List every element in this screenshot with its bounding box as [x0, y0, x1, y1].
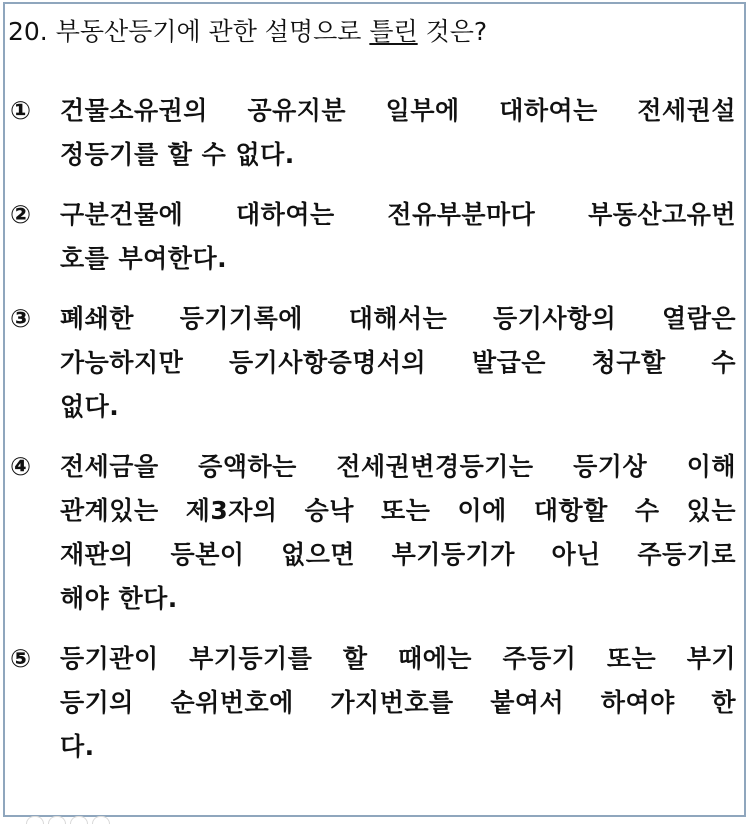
option-line: 해야 한다.	[60, 584, 178, 613]
option-line: 가능하지만 등기사항증명서의 발급은 청구할 수	[60, 348, 736, 377]
option-line: 재판의 등본이 없으면 부기등기가 아닌 주등기로	[60, 540, 736, 569]
option-marker: ④	[10, 452, 32, 481]
option-5[interactable]	[10, 637, 736, 769]
option-line: 호를 부여한다.	[60, 244, 228, 273]
option-text	[60, 297, 736, 429]
footer-arc	[92, 816, 110, 824]
option-line: 등기관이 부기등기를 할 때에는 주등기 또는 부기	[60, 644, 736, 673]
option-marker: ⑤	[10, 644, 32, 673]
option-line: 다.	[60, 732, 95, 761]
option-marker: ①	[10, 96, 32, 125]
option-4[interactable]	[10, 445, 736, 621]
option-marker: ③	[10, 304, 32, 333]
option-3[interactable]	[10, 297, 736, 429]
question-title	[8, 14, 487, 50]
option-text	[60, 637, 736, 769]
footer-arc	[48, 816, 66, 824]
footer-arc	[70, 816, 88, 824]
option-text	[60, 193, 736, 281]
option-line: 없다.	[60, 392, 120, 421]
question-underlined-word: 틀린	[369, 17, 418, 46]
option-1[interactable]	[10, 89, 736, 177]
footer-decoration	[26, 816, 126, 824]
option-2[interactable]	[10, 193, 736, 281]
option-line: 건물소유권의 공유지분 일부에 대하여는 전세권설	[60, 96, 736, 125]
option-line: 폐쇄한 등기기록에 대해서는 등기사항의 열람은	[60, 304, 736, 333]
question-text-after: 것은?	[417, 17, 488, 46]
option-line: 관계있는 제3자의 승낙 또는 이에 대항할 수 있는	[60, 496, 736, 525]
footer-arc	[26, 816, 44, 824]
question-number: 20.	[8, 17, 48, 46]
option-line: 구분건물에 대하여는 전유부분마다 부동산고유번	[60, 200, 736, 229]
question-text-before: 부동산등기에 관한 설명으로	[47, 17, 370, 46]
answer-options	[10, 89, 736, 785]
option-line: 등기의 순위번호에 가지번호를 붙여서 하여야 한	[60, 688, 736, 717]
option-line: 전세금을 증액하는 전세권변경등기는 등기상 이해	[60, 452, 736, 481]
option-marker: ②	[10, 200, 32, 229]
option-text	[60, 445, 736, 621]
option-line: 정등기를 할 수 없다.	[60, 140, 295, 169]
option-text	[60, 89, 736, 177]
